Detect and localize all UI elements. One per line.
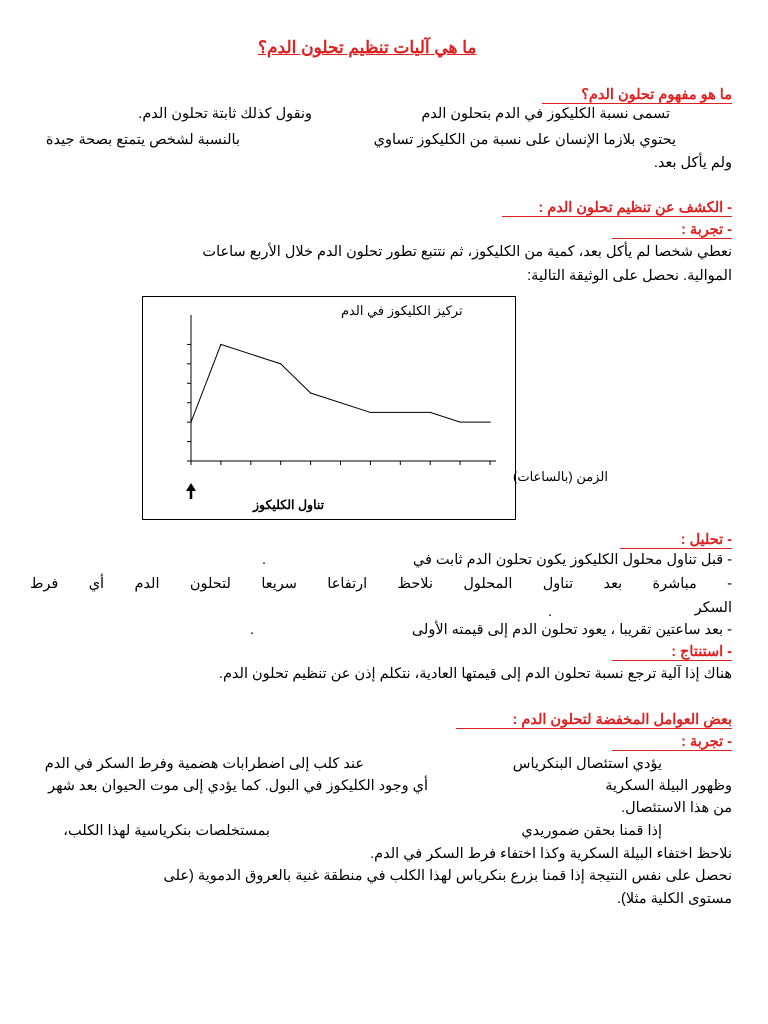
experiment-text: الموالية. نحصل على الوثيقة التالية: bbox=[527, 268, 732, 284]
analysis-bullet-end: . bbox=[250, 622, 255, 638]
concept-text: تسمى نسبة الكليكوز في الدم بتحلون الدم bbox=[421, 106, 670, 122]
subheading-experiment: - تجربة : bbox=[612, 734, 732, 751]
glucose-chart bbox=[142, 296, 608, 520]
factors-text: أي وجود الكليكوز في البول. كما يؤدي إلى موت الحيوان بعد شهر bbox=[48, 778, 428, 794]
glucose-data-point bbox=[220, 344, 221, 345]
analysis-bullet-end: . bbox=[548, 604, 553, 620]
glucose-data-point bbox=[280, 363, 281, 364]
factors-text: نلاحظ اختفاء البيلة السكرية وكذا اختفاء فرط السكر في الدم. bbox=[370, 846, 732, 862]
glucose-series-line bbox=[191, 344, 490, 422]
page-title: ما هي آليات تنظيم تحلون الدم؟ bbox=[258, 38, 477, 57]
glucose-data-point bbox=[460, 422, 461, 423]
glucose-chart-svg bbox=[143, 297, 608, 519]
factors-text: نحصل على نفس النتيجة إذا قمنا بزرع بنكرياس لهذا الكلب في منطقة غنية بالعروق الدموية (على bbox=[163, 868, 732, 884]
factors-text: من هذا الاستئصال. bbox=[621, 800, 732, 816]
section-heading-conclusion: - استنتاج : bbox=[612, 644, 732, 661]
analysis-bullet-end: . bbox=[262, 552, 267, 568]
intake-annotation: تناول الكليكوز bbox=[253, 498, 325, 512]
factors-text: بمستخلصات بنكرياسية لهذا الكلب، bbox=[63, 823, 270, 839]
glucose-data-point bbox=[310, 392, 311, 393]
factors-text: مستوى الكلية مثلا). bbox=[616, 891, 732, 907]
analysis-bullet: السكر bbox=[694, 600, 732, 616]
section-heading-analysis: - تحليل : bbox=[620, 532, 732, 549]
y-axis-label: تركيز الكليكوز في الدم bbox=[341, 303, 463, 318]
factors-text: عند كلب إلى اضطرابات هضمية وفرط السكر في الدم bbox=[44, 756, 364, 772]
analysis-bullet: - بعد ساعتين تقريبا ، يعود تحلون الدم إلى قيمته الأولى bbox=[411, 622, 732, 638]
experiment-text: نعطي شخصا لم يأكل بعد، كمية من الكليكوز، ثم نتتبع تطور تحلون الدم خلال الأربع ساعات bbox=[202, 244, 732, 260]
concept-text: ولم يأكل بعد. bbox=[653, 155, 732, 171]
concept-text: ونقول كذلك ثابتة تحلون الدم. bbox=[138, 106, 312, 122]
glucose-data-point bbox=[190, 422, 191, 423]
glucose-data-point bbox=[430, 412, 431, 413]
factors-text: وظهور البيلة السكرية bbox=[605, 778, 732, 794]
factors-text: إذا قمنا بحقن ضموريدي bbox=[521, 823, 662, 839]
section-heading-detection: - الكشف عن تنظيم تحلون الدم : bbox=[502, 200, 732, 217]
section-heading-concept: ما هو مفهوم تحلون الدم؟ bbox=[542, 87, 732, 104]
factors-text: يؤدي استئصال البنكرياس bbox=[512, 756, 662, 772]
subheading-experiment: - تجربة : bbox=[612, 222, 732, 239]
conclusion-text: هناك إذا آلية ترجع نسبة تحلون الدم إلى قيمتها العادية، نتكلم إذن عن تنظيم تحلون الدم. bbox=[218, 666, 732, 682]
concept-text: بالنسبة لشخص يتمتع بصحة جيدة bbox=[45, 132, 240, 148]
concept-text: يحتوي بلازما الإنسان على نسبة من الكليكوز تساوي bbox=[373, 132, 676, 148]
glucose-data-point bbox=[370, 412, 371, 413]
glucose-data-point bbox=[489, 422, 490, 423]
analysis-bullet: - مباشرة بعد تناول المحلول نلاحظ ارتفاعا سريعا لتحلون الدم أي فرط bbox=[30, 576, 732, 592]
analysis-bullet: - قبل تناول محلول الكليكوز يكون تحلون الدم ثابت في bbox=[412, 552, 732, 568]
x-axis-label: الزمن (بالساعات) bbox=[513, 469, 608, 484]
section-heading-factors: بعض العوامل المخفضة لتحلون الدم : bbox=[456, 712, 732, 729]
